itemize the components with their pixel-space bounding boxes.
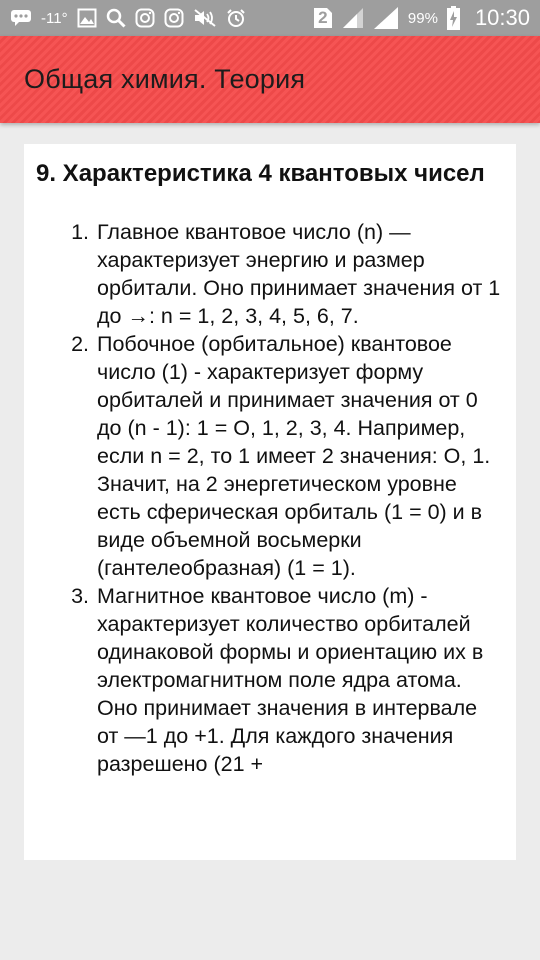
status-bar-left [10,8,246,28]
battery-percent: 99% [407,9,438,27]
list-item: 2. Побочное (орбитальное) квантовое число (1) - характеризует форму орбиталей и принимает значения от 0 до (n - 1): 1 = O, 1, 2, 3, 4. Например, если n = 2, то 1 имеет 2 значения: O, 1. Значит, на 2 энергетическом уровне есть сферическая орбиталь (1 = 0) и в виде объемной восьмерки (гантелеобразная) (1 = 1). [95,330,504,582]
article-title: 9. Характеристика 4 квантовых чисел [36,160,485,187]
quantum-numbers-list [36,218,504,778]
app-bar [0,36,540,123]
chat-bubble-icon [10,9,32,27]
sim2-icon [313,7,333,29]
signal-icon [342,7,364,29]
instagram-icon [164,8,184,28]
status-bar-right [313,5,530,31]
status-bar [0,0,540,36]
signal-icon [373,6,399,30]
list-item: 1. Главное квантовое число (n) — характеризует энергию и размер орбитали. Оно принимает значения от 1 до →: n = 1, 2, 3, 4, 5, 6, 7. [95,218,504,330]
instagram-icon [135,8,155,28]
list-item: 3. Магнитное квантовое число (m) - характеризует количество орбиталей одинаковой формы и ориентацию их в электромагнитном поле ядра атома. Оно принимает значения в интервале от —1 до +1. Для каждого значения разрешено (21 + [95,582,504,778]
sim-number: 2 [318,8,328,27]
search-icon [106,8,126,28]
mute-icon [193,8,217,28]
image-icon [77,8,97,28]
alarm-icon [226,8,246,28]
article-card[interactable] [24,144,516,860]
app-title: Общая химия. Теория [24,64,306,94]
battery-charging-icon [447,6,460,30]
temperature-text: -11° [41,9,68,27]
clock: 10:30 [474,5,530,30]
